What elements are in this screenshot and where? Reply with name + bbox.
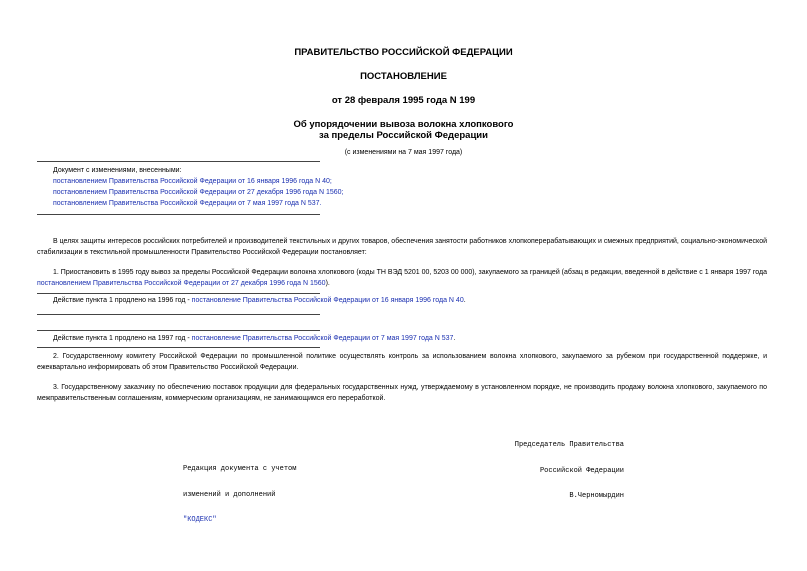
extension-note-1-end: . <box>463 297 466 304</box>
signature-block <box>500 424 624 518</box>
divider <box>37 314 320 315</box>
extension-note-2 <box>53 334 455 345</box>
divider <box>37 161 320 162</box>
amendment-link-3[interactable]: постановлением Правительства Российской Федерации от 7 мая 1997 года N 537. <box>53 200 322 207</box>
document-date-number: от 28 февраля 1995 года N 199 <box>331 95 476 106</box>
divider <box>37 347 320 348</box>
paragraph-3: 3. Государственному заказчику по обеспечению поставок продукции для федеральных государственных нужд, утверждаемому в установленном порядке, не производить продажу волокна хлопкового, закупаемого по межправительственным соглашениям, коммерческим организациям, не занимающимся его переработкой. <box>37 384 767 402</box>
extension-note-2-link[interactable]: постановление Правительства Российской Федерации от 7 мая 1997 года N 537 <box>191 335 454 342</box>
paragraph-1-end: ). <box>325 279 330 287</box>
divider <box>37 293 320 294</box>
document-type: ПОСТАНОВЛЕНИЕ <box>360 71 447 82</box>
signature-country: Российской Федерации <box>539 466 624 475</box>
editorial-line2: изменений и дополнений <box>183 490 276 499</box>
signature-name: В.Черномырдин <box>569 492 624 500</box>
extension-note-1-link[interactable]: постановление Правительства Российской Федерации от 16 января 1996 года N 40 <box>191 297 464 304</box>
government-heading: ПРАВИТЕЛЬСТВО РОССИЙСКОЙ ФЕДЕРАЦИИ <box>294 47 513 58</box>
amendment-link-2[interactable]: постановлением Правительства Российской Федерации от 27 декабря 1996 года N 1560; <box>53 189 344 196</box>
paragraph-2: 2. Государственному комитету Российской Федерации по промышленной политике осуществлять контроль за использованием волокна хлопкового, закупаемого за рубежом при государственной поддержке, и ежеквартально информировать об этом Правительство Российской Федерации. <box>37 353 767 371</box>
extension-note-2-text: Действие пункта 1 продлено на 1997 год - <box>53 335 192 342</box>
amendment-link-1[interactable]: постановлением Правительства Российской Федерации от 16 января 1996 года N 40; <box>53 178 332 185</box>
editorial-note <box>183 448 296 542</box>
changes-intro: Документ с изменениями, внесенными: <box>53 167 182 174</box>
editorial-line1: Редакция документа с учетом <box>183 465 297 473</box>
extension-note-2-end: . <box>453 335 456 342</box>
document-title-line2: за пределы Российской Федерации <box>319 130 488 141</box>
divider <box>37 214 320 215</box>
extension-note-1 <box>53 296 466 307</box>
preamble-paragraph: В целях защиты интересов российских потребителей и производителей текстильных и других товаров, обеспечения занятости работников хлопкоперерабатывающих и смежных предприятий, социально-экономической стабилизации в текстильной промышленности Правительство Российской Федерации постановляет: <box>37 238 767 256</box>
signature-title: Председатель Правительства <box>514 441 624 449</box>
divider <box>37 330 320 331</box>
paragraph-1-text: 1. Приостановить в 1995 году вывоз за пределы Российской Федерации волокна хлопкового (коды ТН ВЭД 5201 00, 5203 00 000), закупаемого за границей (абзац в редакции, введенной в действие с 1 января 1997 года <box>53 269 767 276</box>
kodeks-link[interactable]: "КОДЕКС" <box>183 516 217 524</box>
changes-note: (с изменениями на 7 мая 1997 года) <box>344 149 463 156</box>
paragraph-1-link[interactable]: постановлением Правительства Российской Федерации от 27 декабря 1996 года N 1560 <box>37 279 326 287</box>
document-title-line1: Об упорядочении вывоза волокна хлопкового <box>293 119 514 130</box>
paragraph-1 <box>37 268 767 289</box>
extension-note-1-text: Действие пункта 1 продлено на 1996 год - <box>53 297 192 304</box>
